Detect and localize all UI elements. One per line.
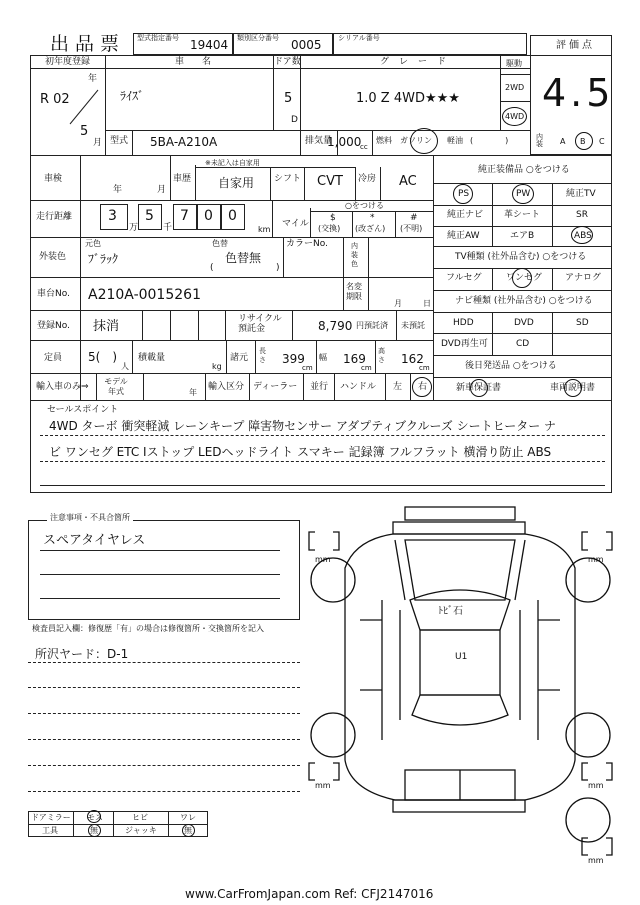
equip-leather: 革シート [504,210,541,220]
odo-dollar: $ [330,213,336,223]
mileage-digit-5: 0 [228,208,237,224]
fuel-label: 燃料 [376,136,392,145]
month-unit: 月 [93,138,103,148]
model-value: 5BA-A210A [150,135,218,149]
width-value: 169 [343,352,366,366]
later-warranty: 新車保証書 [456,383,502,393]
mileage-digit-3: 7 [180,208,189,224]
load-unit: kg [212,362,222,371]
parallel-label: 並行 [310,382,329,392]
equip-sr: SR [576,210,588,220]
page-title: 出品票 [50,33,126,55]
handle-label: ハンドル [340,382,377,392]
equip-airbag: エアB [510,231,535,241]
capacity-label: 定員 [44,353,63,363]
inspection-year: 年 [113,185,123,195]
tv-fullseg: フルセグ [446,273,482,283]
sales-line-1: 4WD ターボ 衝突軽減 レーンキープ 障害物センサー アダプティブクルーズ シートヒーター ナ [49,419,557,433]
class-value: 0005 [291,38,322,52]
first-reg-label: 初年度登録 [45,57,91,67]
drive-label: 駆動 [506,59,522,68]
model-label: 型式 [110,136,129,146]
mile-label: マイル [282,219,309,229]
grade-eval-label: 評価点 [556,40,595,51]
ac-value: AC [399,174,417,189]
car-name-value: ﾗｲｽﾞ [120,89,145,103]
mileage-digit-1: 3 [108,208,117,224]
tools-value: 無 [90,826,98,835]
capacity-value: 5( ) [88,350,117,364]
drive-4wd: 4WD [505,112,525,121]
break-label: ワレ [180,813,196,822]
chassis-label: 車台No. [37,289,70,299]
dims-label: 諸元 [230,353,249,363]
sales-line-2: ビ ワンセグ ETC Iストップ LEDヘッドライト スマキー 記録簿 フルフラット 横滑り防止 ABS [49,445,552,459]
navi-dvd-play: DVD再生可 [441,339,488,349]
mm-spare: mm [588,856,604,865]
orig-color-value: ﾌﾞﾗｯｸ [88,252,119,266]
grade-value: 1.0 Z 4WD★★★ [356,91,460,106]
mileage-man: 万 [129,223,139,233]
displacement-unit: cc [360,143,368,151]
reg-no-value: 抹消 [93,319,120,334]
shift-value: CVT [317,174,343,189]
recycle-unpaid: 未預託 [401,321,425,330]
handle-left: 左 [393,382,403,392]
mileage-unit: km [258,225,271,234]
mileage-sen: 千 [163,223,173,233]
color-no-label: カラーNo. [286,239,328,249]
color-change-paren-l: ( [210,263,214,273]
diagram-mark-chip: ﾄﾋﾞ石 [438,606,463,617]
equipment-title: 純正装備品 ○をつける [478,165,570,175]
ac-label: 冷房 [358,174,377,184]
handle-right: 右 [418,382,428,392]
inspector-line-1: 所沢ヤード：D-1 [35,647,129,661]
recycle-value: 8,790 [318,319,353,333]
notes-label: 注意事項・不具合箇所 [47,514,133,522]
inspector-label: 検査員記入欄：修復歴「有」の場合は修復箇所・交換箇所を記入 [32,624,264,633]
grade-eval-value: 4.5 [542,71,615,115]
length-unit: cm [302,364,313,372]
tv-oneseg: ワンセグ [506,273,543,283]
navi-title: ナビ種類 (社外品含む) ○をつける [455,296,593,306]
mm-rr: mm [588,781,604,790]
tools-label: 工具 [42,826,58,835]
dealer-label: ディーラー [253,382,298,392]
jack-value: 無 [184,826,192,835]
later-manual: 車両説明書 [550,383,596,393]
mileage-label: 走行距離 [36,212,73,222]
serial-label: シリアル番号 [338,34,380,42]
import-type-label: 輸入区分 [208,382,245,392]
recycle-label: リサイクル預託金 [238,314,282,334]
mm-fr: mm [588,555,604,564]
tv-title: TV種類 (社外品含む) ○をつける [455,252,587,262]
door-type: D [291,115,298,125]
notes-line-1: スペアタイヤレス [43,533,146,548]
year-unit: 年 [88,74,98,84]
equip-navi: 純正ナビ [447,210,484,220]
equip-abs: ABS [574,231,592,241]
jack-label: ジャッキ [125,826,157,835]
fuel-other: ( ) [470,136,509,145]
mileage-digit-2: 5 [145,208,154,224]
orig-color-label: 元色 [85,239,101,248]
width-label: 幅 [319,353,327,362]
width-unit: cm [361,364,372,372]
first-reg-era: R 02 [40,92,70,107]
height-label: 高さ [378,347,385,364]
interior-color-label: 内装色 [351,242,358,268]
history-label: 車歴 [173,174,192,184]
import-label: 輸入車のみ⇒ [36,382,89,392]
recycle-unit: 円預託済 [356,321,388,330]
tv-analog: アナログ [565,273,602,283]
fuel-diesel: 軽油 [447,136,463,145]
interior-c: C [599,137,605,146]
equip-pw: PW [516,189,531,199]
navi-dvd: DVD [514,318,534,328]
diagram-mark-u1: U1 [455,652,468,662]
fuel-gasoline: ガソリン [400,136,432,145]
odo-star-sub: (改ざん) [355,224,386,233]
odo-star: * [370,213,375,223]
interior-b: B [580,137,586,146]
length-value: 399 [282,352,305,366]
name-expiry-month: 月 [394,299,402,308]
displacement-value: 1,000 [327,135,362,149]
class-label: 類別区分番号 [237,34,279,42]
equip-ps: PS [458,189,470,199]
name-expiry-label: 名変期限 [346,282,362,301]
mm-rl: mm [315,781,331,790]
interior-label: 内装 [536,133,543,148]
history-note: ※未記入は自家用 [205,159,260,167]
odo-hash-sub: (不明) [400,224,423,233]
capacity-unit: 人 [121,362,129,371]
later-title: 後日発送品 ○をつける [465,361,557,371]
model-cert-label: 型式指定番号 [137,34,179,42]
navi-hdd: HDD [453,318,474,328]
drive-2wd: 2WD [505,83,525,92]
inspection-month: 月 [157,185,167,195]
odo-hash: # [410,213,418,223]
equip-aw: 純正AW [447,231,480,241]
color-change-paren-r: ) [276,263,280,273]
shift-label: シフト [274,174,302,184]
crack-label: ヒビ [132,813,148,822]
model-year-unit: 年 [189,388,197,397]
navi-cd: CD [516,339,530,349]
length-label: 長さ [259,347,266,364]
model-year-label: モデル年式 [104,377,128,396]
mirror-label: ドアミラー [31,813,71,822]
sales-label: セールスポイント [47,405,119,415]
reg-no-label: 登録No. [37,321,70,331]
navi-sd: SD [576,318,589,328]
color-label: 外装色 [39,252,67,262]
inspection-label: 車検 [44,174,63,184]
first-reg-month: 5 [80,124,89,139]
doors-value: 5 [284,91,293,106]
interior-a: A [560,137,566,146]
odo-dollar-sub: (交換) [318,224,341,233]
grade-label: グレード [380,57,457,67]
mileage-digit-4: 0 [204,208,213,224]
mm-fl: mm [315,555,331,564]
odo-circle-note: ○をつける [345,201,384,210]
footer-ref: www.CarFromJapan.com Ref: CFJ2147016 [185,887,434,901]
displacement-label: 排気量 [305,136,333,146]
load-label: 積載量 [138,353,166,363]
car-name-label: 車名 [175,57,230,67]
color-change-value: 色替無 [225,251,262,265]
height-value: 162 [401,352,424,366]
chassis-value: A210A-0015261 [88,287,201,303]
history-value: 自家用 [218,176,255,190]
name-expiry-day: 日 [423,299,431,308]
mirror-value: モス [87,813,103,822]
color-change-label: 色替 [212,239,228,248]
doors-label: ドア数 [274,57,301,67]
equip-tv: 純正TV [566,189,596,199]
model-cert-value: 19404 [190,38,229,52]
height-unit: cm [419,364,430,372]
